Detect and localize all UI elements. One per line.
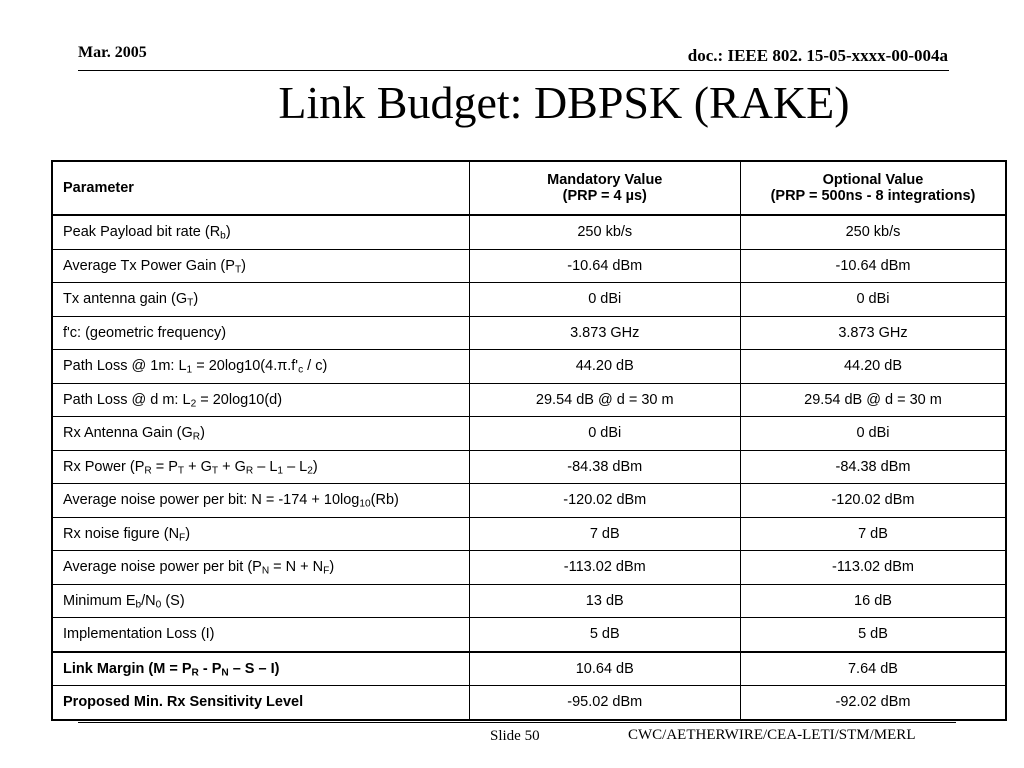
slide-number: Slide 50	[490, 728, 540, 744]
optional-cell: -113.02 dBm	[740, 551, 1006, 585]
param-cell: Implementation Loss (I)	[52, 618, 469, 652]
link-budget-table	[51, 160, 1007, 721]
mandatory-cell: 10.64 dB	[469, 652, 740, 686]
mandatory-cell: 7 dB	[469, 517, 740, 551]
param-cell: Rx Antenna Gain $(G_R)$	[52, 417, 469, 451]
param-cell: f'c: (geometric frequency)	[52, 316, 469, 350]
header-parameter: Parameter	[52, 161, 469, 215]
param-cell: Link Margin $(M = P_R - P_N - S - I)$	[52, 652, 469, 686]
header-optional-line2: (PRP = 500ns - 8 integrations)	[770, 188, 976, 204]
table-row	[52, 249, 1006, 283]
mandatory-cell: -84.38 dBm	[469, 450, 740, 484]
table-row-link-margin	[52, 652, 1006, 686]
param-cell: Rx Power $(P_R = P_T + G_T + G_R - L_1 - L_2)$	[52, 450, 469, 484]
table-header-row	[52, 161, 1006, 215]
header-mandatory	[469, 161, 740, 215]
table-row	[52, 584, 1006, 618]
optional-cell: 250 kb/s	[740, 215, 1006, 249]
table-row	[52, 383, 1006, 417]
table-row	[52, 350, 1006, 384]
table-row	[52, 551, 1006, 585]
mandatory-cell: 44.20 dB	[469, 350, 740, 384]
header-divider	[78, 70, 949, 71]
table-row	[52, 283, 1006, 317]
mandatory-cell: 13 dB	[469, 584, 740, 618]
header-mandatory-line2: (PRP = 4 µs)	[562, 188, 647, 204]
optional-cell: 5 dB	[740, 618, 1006, 652]
header-doc-id: doc.: IEEE 802. 15-05-xxxx-00-004a	[687, 46, 948, 65]
mandatory-cell: 0 dBi	[469, 417, 740, 451]
param-cell: Average noise power per bit $(P_N = N + N_F)$	[52, 551, 469, 585]
optional-cell: -10.64 dBm	[740, 249, 1006, 283]
table-row-sensitivity	[52, 686, 1006, 720]
mandatory-cell: -95.02 dBm	[469, 686, 740, 720]
optional-cell: 7 dB	[740, 517, 1006, 551]
mandatory-cell: -113.02 dBm	[469, 551, 740, 585]
optional-cell: -92.02 dBm	[740, 686, 1006, 720]
header-optional	[740, 161, 1006, 215]
mandatory-cell: 0 dBi	[469, 283, 740, 317]
table-row	[52, 517, 1006, 551]
footer-organizations: CWC/AETHERWIRE/CEA-LETI/STM/MERL	[628, 727, 916, 743]
mandatory-cell: 5 dB	[469, 618, 740, 652]
optional-cell: 0 dBi	[740, 417, 1006, 451]
param-cell: Path Loss @ d m: $L_2 = 20\log 10(d)$	[52, 383, 469, 417]
table-row	[52, 484, 1006, 518]
param-cell: Rx noise figure $(N_F)$	[52, 517, 469, 551]
mandatory-cell: 250 kb/s	[469, 215, 740, 249]
mandatory-cell: -120.02 dBm	[469, 484, 740, 518]
optional-cell: 16 dB	[740, 584, 1006, 618]
table-row	[52, 316, 1006, 350]
slide-title: Link Budget: DBPSK (RAKE)	[278, 77, 850, 128]
table-row	[52, 417, 1006, 451]
table-row	[52, 450, 1006, 484]
optional-cell: 7.64 dB	[740, 652, 1006, 686]
optional-cell: 0 dBi	[740, 283, 1006, 317]
mandatory-cell: -10.64 dBm	[469, 249, 740, 283]
header-mandatory-line1: Mandatory Value	[547, 172, 663, 188]
param-cell: Peak Payload bit rate $(R_b)$	[52, 215, 469, 249]
param-cell: Proposed Min. Rx Sensitivity Level	[52, 686, 469, 720]
mandatory-cell: 3.873 GHz	[469, 316, 740, 350]
param-cell: Path Loss @ 1m: $L_1 = 20\log 10(4.\pi.f'_c / c)$	[52, 350, 469, 384]
optional-cell: 44.20 dB	[740, 350, 1006, 384]
param-cell: Tx antenna gain $(G_T)$	[52, 283, 469, 317]
table-row	[52, 215, 1006, 249]
optional-cell: -120.02 dBm	[740, 484, 1006, 518]
param-cell: Minimum $E_b/N_0$ (S)	[52, 584, 469, 618]
param-cell: Average noise power per bit: $N = -174 + 10\log_{10}(Rb)$	[52, 484, 469, 518]
header-date: Mar. 2005	[78, 44, 147, 61]
mandatory-cell: 29.54 dB @ d = 30 m	[469, 383, 740, 417]
optional-cell: -84.38 dBm	[740, 450, 1006, 484]
optional-cell: 3.873 GHz	[740, 316, 1006, 350]
optional-cell: 29.54 dB @ d = 30 m	[740, 383, 1006, 417]
header-optional-line1: Optional Value	[822, 172, 924, 188]
footer-divider	[78, 722, 956, 723]
table-row	[52, 618, 1006, 652]
param-cell: Average Tx Power Gain $(P_T)$	[52, 249, 469, 283]
